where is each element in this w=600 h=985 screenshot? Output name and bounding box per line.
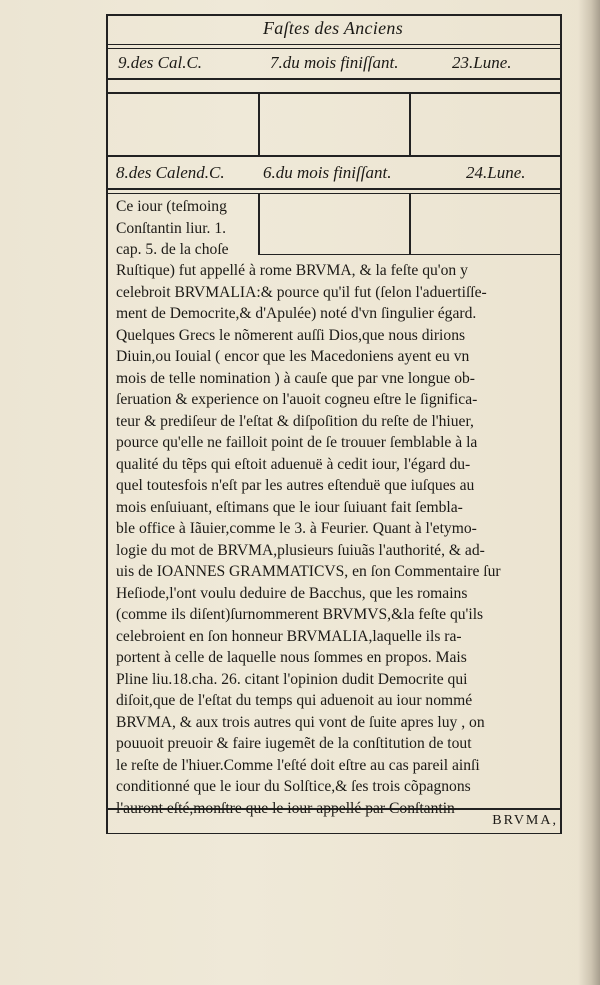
row1-bottom-rule — [106, 78, 560, 80]
text-line: Ruſtique) fut appellé à rome BRVMA, & la feſte qu'on y — [116, 262, 468, 279]
row3-month-day: 6.du mois finiſſant. — [263, 163, 392, 182]
text-line: le reſte de l'hiuer.Comme l'eſté doit eſtre au cas pareil ainſi — [116, 756, 480, 774]
text-line: celebroit BRVMALIA:& pource qu'il fut (ſelon l'aduertiſſe- — [116, 283, 487, 301]
text-line: l'auront eſté,monſtre que le iour appellé par Conſtantin — [116, 799, 455, 817]
bottom-rule — [106, 833, 560, 834]
row4-col-divider-2 — [409, 194, 411, 254]
text-line: quel toutesfois n'eſt par les autres eſtenduë que iuſques au — [116, 477, 475, 494]
row4-bottom-rule — [258, 254, 560, 255]
text-line: Heſiode,l'ont voulu deduire de Bacchus, que les romains — [116, 584, 468, 602]
row1-month-day: 7.du mois finiſſant. — [270, 53, 399, 72]
text-line: mois enſuiuant, eſtimans que le iour ſuiuant fait ſembla- — [116, 498, 463, 516]
text-line: ment de Democrite,& d'Apulée) noté d'vn ſingulier égard. — [116, 305, 477, 322]
row2-top-rule — [106, 92, 560, 94]
text-line: diſoit,que de l'eſtat du temps qui aduenoit au iour nommé — [116, 692, 473, 709]
text-line: mois de telle nomination ) à cauſe que par vne longue ob- — [116, 369, 475, 387]
row1-moon-day: 23.Lune. — [452, 53, 512, 72]
text-line: Pline liu.18.cha. 26. citant l'opinion dudit Democrite qui — [116, 670, 468, 688]
body-text — [116, 260, 556, 819]
text-line: pouuoit preuoir & faire iugemẽt de la conſtitution de tout — [116, 735, 472, 752]
row4-col-divider-1 — [258, 194, 260, 254]
text-line: teur & prediſeur de l'eſtat & diſpoſition du reſte de l'hiuer, — [116, 412, 474, 430]
row3-moon-day: 24.Lune. — [466, 163, 526, 182]
row3-bottom-rule — [106, 188, 560, 190]
head-rule-double — [106, 48, 560, 49]
row3-roman-date: 8.des Calend.C. — [116, 163, 225, 182]
text-line: Quelques Grecs le nõmerent auſſi Dios,que nous dirions — [116, 326, 466, 344]
text-line: uis de IOANNES GRAMMATICVS, en ſon Commentaire ſur — [116, 563, 501, 580]
text-line: Diuin,ou Iouial ( encor que les Macedoniens ayent eu vn — [116, 348, 470, 365]
catchword: BRVMA, — [492, 813, 558, 828]
row2-col-divider-2 — [409, 93, 411, 155]
top-rule — [106, 14, 560, 16]
text-line: ble office à Iãuier,comme le 3. à Feurier. Quant à l'etymo- — [116, 520, 477, 537]
row1-roman-date: 9.des Cal.C. — [118, 53, 203, 72]
text-line: Conſtantin liur. 1. — [116, 219, 227, 237]
text-line: Ce iour (teſmoing — [116, 198, 227, 215]
text-line: BRVMA, & aux trois autres qui vont de ſuite apres luy , on — [116, 713, 485, 731]
running-head: Faſtes des Anciens — [262, 18, 404, 38]
text-line: (comme ils diſent)ſurnommerent BRVMVS,&la feſte qu'ils — [116, 606, 484, 623]
first-column-text — [116, 196, 258, 261]
text-line: ſeruation & experience on l'auoit cogneu eſtre le ſignifica- — [116, 391, 478, 408]
text-line: celebroient en ſon honneur BRVMALIA,laquelle ils ra- — [116, 627, 462, 645]
row2-bottom-rule — [106, 155, 560, 157]
text-line: cap. 5. de la choſe — [116, 241, 229, 258]
text-line: qualité du tẽps qui eſtoit aduenuë à cedit iour, l'égard du- — [116, 455, 471, 473]
head-rule — [106, 44, 560, 45]
row2-col-divider-1 — [258, 93, 260, 155]
page-gutter-shadow — [578, 0, 600, 985]
text-line: portent à celle de laquelle nous ſommes en propos. Mais — [116, 649, 467, 666]
text-line: conditionné que le iour du Solſtice,& ſes trois cõpagnons — [116, 778, 471, 795]
row3-bottom-rule-double — [106, 193, 560, 194]
text-line: logie du mot de BRVMA,plusieurs ſuiuãs l'authorité, & ad- — [116, 541, 485, 559]
text-line: pource qu'elle ne failloit point de ſe trouuer ſemblable à la — [116, 434, 478, 451]
